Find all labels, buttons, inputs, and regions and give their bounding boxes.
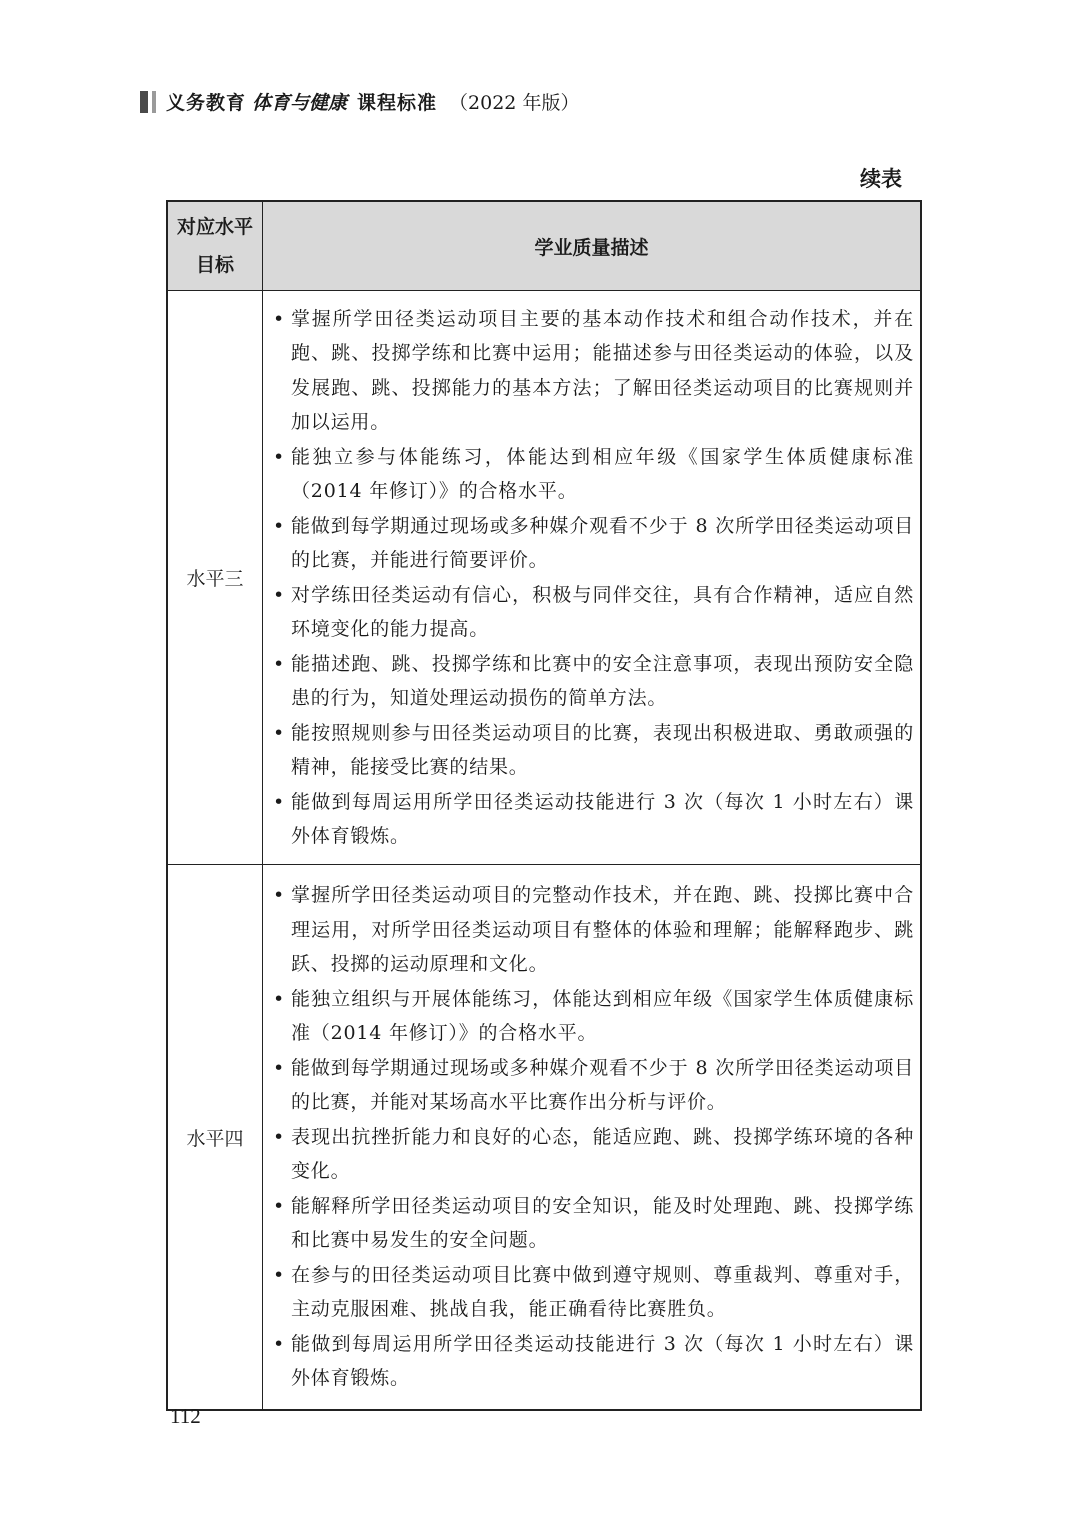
running-head <box>140 88 579 115</box>
header-bars-icon <box>140 91 156 113</box>
table-row <box>167 291 921 865</box>
list-item: • 掌握所学田径类运动项目主要的基本动作技术和组合动作技术，并在跑、跳、投掷学练和比赛中运用；能描述参与田径类运动的体验，以及发展跑、跳、投掷能力的基本方法；了解田径类运动项目的比赛规则并加以运用。 <box>273 302 914 440</box>
list-item: • 能描述跑、跳、投掷学练和比赛中的安全注意事项，表现出预防安全隐患的行为，知道处理运动损伤的简单方法。 <box>273 647 914 716</box>
list-item: • 能做到每学期通过现场或多种媒介观看不少于 8 次所学田径类运动项目的比赛，并能对某场高水平比赛作出分析与评价。 <box>273 1051 914 1120</box>
list-item: • 能独立参与体能练习，体能达到相应年级《国家学生体质健康标准（2014 年修订）》的合格水平。 <box>273 440 914 509</box>
description-cell <box>263 865 922 1411</box>
list-item: • 表现出抗挫折能力和良好的心态，能适应跑、跳、投掷学练环境的各种变化。 <box>273 1120 914 1189</box>
head-suffix: 课程标准 <box>357 92 438 114</box>
list-item: • 在参与的田径类运动项目比赛中做到遵守规则、尊重裁判、尊重对手，主动克服困难、挑战自我，能正确看待比赛胜负。 <box>273 1258 914 1327</box>
list-item: • 能按照规则参与田径类运动项目的比赛，表现出积极进取、勇敢顽强的精神，能接受比赛的结果。 <box>273 716 914 785</box>
list-item: • 能做到每周运用所学田径类运动技能进行 3 次（每次 1 小时左右）课外体育锻炼。 <box>273 785 914 854</box>
description-cell <box>263 291 922 865</box>
list-item: • 能做到每周运用所学田径类运动技能进行 3 次（每次 1 小时左右）课外体育锻炼。 <box>273 1327 914 1396</box>
head-edition: （2022 年版） <box>449 92 580 114</box>
quality-table <box>166 200 922 1411</box>
continued-label: 续表 <box>860 167 902 191</box>
header-description: 学业质量描述 <box>263 201 922 291</box>
head-subject: 体育与健康 <box>252 92 348 114</box>
head-title: 义务教育 <box>166 92 247 114</box>
level-cell: 水平四 <box>167 865 263 1411</box>
page-number: 112 <box>170 1404 201 1428</box>
level-cell: 水平三 <box>167 291 263 865</box>
list-item: • 能解释所学田径类运动项目的安全知识，能及时处理跑、跳、投掷学练和比赛中易发生的安全问题。 <box>273 1189 914 1258</box>
list-item: • 掌握所学田径类运动项目的完整动作技术，并在跑、跳、投掷比赛中合理运用，对所学田径类运动项目有整体的体验和理解；能解释跑步、跳跃、投掷的运动原理和文化。 <box>273 878 914 982</box>
list-item: • 能独立组织与开展体能练习，体能达到相应年级《国家学生体质健康标准（2014 年修订）》的合格水平。 <box>273 982 914 1051</box>
list-item: • 对学练田径类运动有信心，积极与同伴交往，具有合作精神，适应自然环境变化的能力提高。 <box>273 578 914 647</box>
list-item: • 能做到每学期通过现场或多种媒介观看不少于 8 次所学田径类运动项目的比赛，并能进行简要评价。 <box>273 509 914 578</box>
table-row <box>167 865 921 1411</box>
table-header-row <box>167 201 921 291</box>
header-level: 对应水平目标 <box>167 201 263 291</box>
